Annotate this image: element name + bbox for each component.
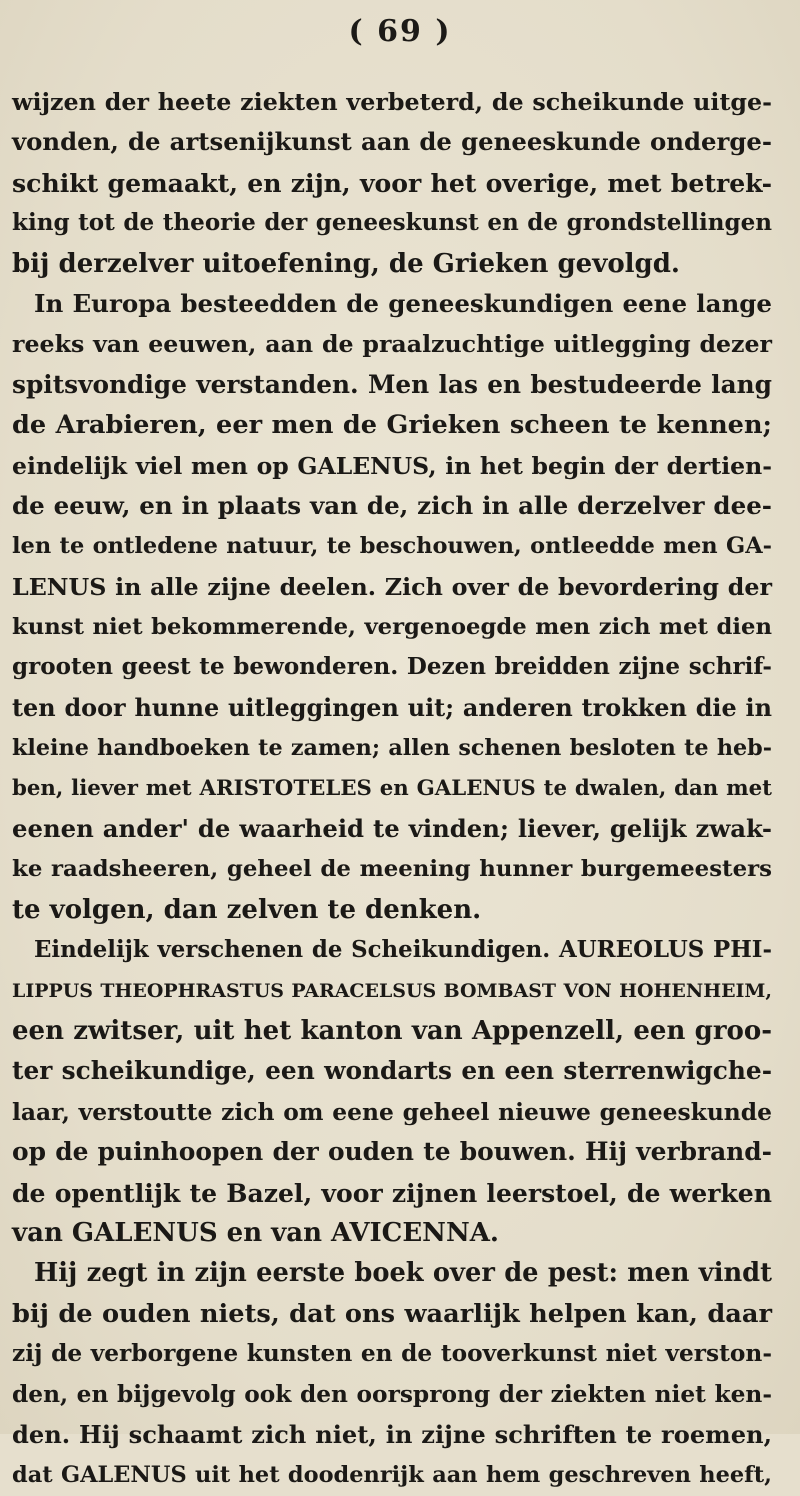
body-text [12, 82, 790, 1496]
text-line: ke raadsheeren, geheel de meening hunner burgemeesters [12, 856, 772, 883]
text-line: een zwitser, uit het kanton van Appenzell, een groo- [12, 1015, 772, 1046]
text-line: Hij zegt in zijn eerste boek over de pest: men vindt [34, 1258, 772, 1289]
text-line: wijzen der heete ziekten verbeterd, de scheikunde uitge- [12, 88, 772, 116]
text-line: zij de verborgene kunsten en de tooverkunst niet verston- [12, 1340, 772, 1368]
text-line: spitsvondige verstanden. Men las en bestudeerde lang [12, 369, 772, 399]
text-line: len te ontledene natuur, te beschouwen, ontleedde men GA- [12, 533, 772, 560]
text-line: eenen ander' de waarheid te vinden; liever, gelijk zwak- [12, 814, 772, 844]
text-line: Eindelijk verschenen de Scheikundigen. AUREOLUS PHI- [34, 937, 772, 964]
page-number: ( 69 ) [348, 14, 452, 49]
text-line: de opentlijk te Bazel, voor zijnen leerstoel, de werken [12, 1177, 772, 1208]
text-line: laar, verstoutte zich om eene geheel nieuwe geneeskunde [12, 1097, 772, 1126]
text-line: de Arabieren, eer men de Grieken scheen te kennen; [12, 410, 772, 441]
text-line: kleine handboeken te zamen; allen schenen besloten te heb- [12, 735, 772, 762]
text-line: van GALENUS en van AVICENNA. [12, 1217, 499, 1248]
text-line: dat GALENUS uit het doodenrijk aan hem geschreven heeft, [12, 1462, 772, 1489]
text-line: op de puinhoopen der ouden te bouwen. Hij verbrand- [12, 1137, 772, 1167]
text-line: ten door hunne uitleggingen uit; anderen trokken die in [12, 693, 772, 722]
text-line: vonden, de artsenijkunst aan de geneeskunde onderge- [12, 127, 772, 157]
text-line: LIPPUS THEOPHRASTUS PARACELSUS BOMBAST VON HOHENHEIM, [12, 979, 772, 1002]
text-line: schikt gemaakt, en zijn, voor het overige, met betrek- [12, 167, 772, 198]
text-line: king tot de theorie der geneeskunst en de grondstellingen [12, 209, 772, 237]
text-line: In Europa besteedden de geneeskundigen eene lange [34, 288, 772, 318]
text-line: LENUS in alle zijne deelen. Zich over de bevordering der [12, 572, 772, 601]
text-line: grooten geest te bewonderen. Dezen breidden zijne schrif- [12, 653, 772, 681]
text-line: eindelijk viel men op GALENUS, in het begin der dertien- [12, 451, 772, 480]
text-line: te volgen, dan zelven te denken. [12, 894, 482, 925]
text-line: kunst niet bekommerende, vergenoegde men zich met dien [12, 614, 772, 641]
text-line: bij derzelver uitoefening, de Grieken gevolgd. [12, 248, 680, 279]
text-line: reeks van eeuwen, aan de praalzuchtige uitlegging dezer [12, 330, 772, 359]
text-line: den, en bijgevolg ook den oorsprong der ziekten niet ken- [12, 1380, 772, 1408]
text-line: ter scheikundige, een wondarts en een sterrenwigche- [12, 1056, 772, 1086]
text-line: de eeuw, en in plaats van de, zich in alle derzelver dee- [12, 490, 772, 520]
text-line: ben, liever met ARISTOTELES en GALENUS te dwalen, dan met [12, 775, 772, 801]
text-line: den. Hij schaamt zich niet, in zijne schriften te roemen, [12, 1419, 772, 1449]
text-line: bij de ouden niets, dat ons waarlijk helpen kan, daar [12, 1298, 772, 1329]
